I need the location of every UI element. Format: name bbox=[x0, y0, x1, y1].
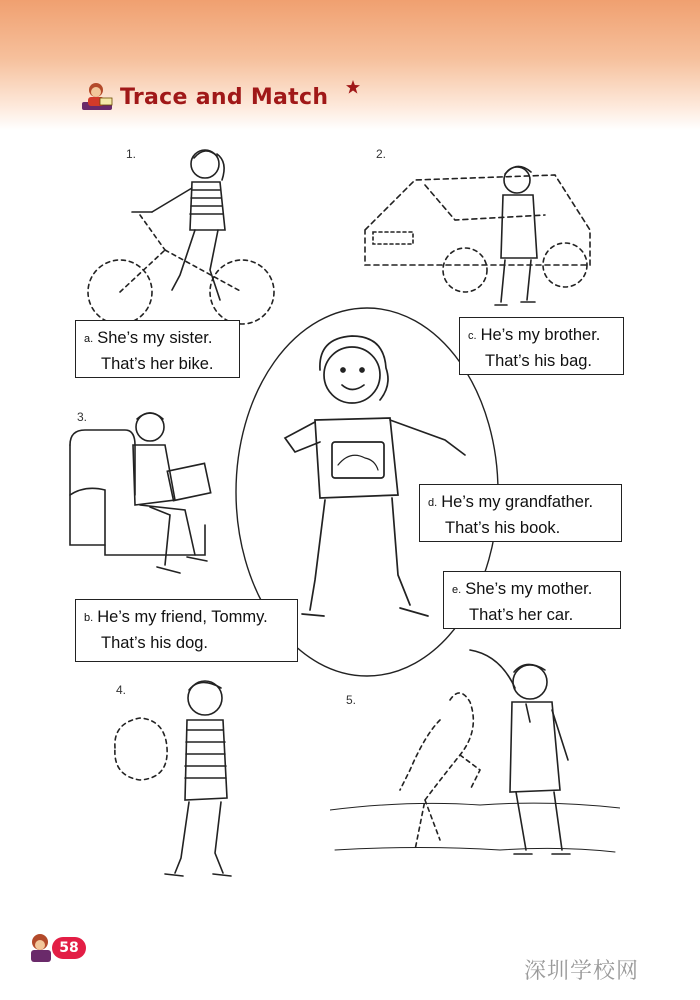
grandfather-in-armchair-icon bbox=[65, 405, 225, 580]
picture-number: 4. bbox=[116, 683, 127, 697]
page-title: Trace and Match bbox=[120, 85, 329, 110]
picture-number: 3. bbox=[77, 410, 88, 424]
watermark: 深圳学校网 bbox=[524, 959, 640, 984]
student-reading-icon bbox=[78, 80, 118, 114]
picture-number: 5. bbox=[346, 693, 357, 707]
sentence-box-c[interactable] bbox=[459, 317, 624, 375]
girl-on-bike-icon bbox=[70, 140, 280, 325]
sentence-line-1: He’s my friend, Tommy. bbox=[97, 608, 268, 626]
sentence-line-1: He’s my grandfather. bbox=[441, 493, 594, 511]
sentence-line-2: That’s his book. bbox=[445, 519, 561, 537]
sentence-box-d[interactable] bbox=[419, 484, 622, 542]
woman-by-car-icon bbox=[355, 150, 605, 315]
option-letter: b. bbox=[84, 612, 94, 624]
page-number: 58 bbox=[52, 937, 86, 959]
sentence-box-e[interactable] bbox=[443, 571, 621, 629]
sentence-line-2: That’s his bag. bbox=[485, 352, 593, 370]
star-icon bbox=[346, 80, 360, 94]
option-letter: a. bbox=[84, 333, 94, 345]
sentence-line-2: That’s her bike. bbox=[101, 355, 214, 373]
boy-with-bag-icon bbox=[105, 668, 250, 888]
picture-number: 2. bbox=[376, 147, 387, 161]
option-letter: c. bbox=[468, 330, 477, 342]
sentence-line-1: She’s my mother. bbox=[465, 580, 593, 598]
option-letter: e. bbox=[452, 584, 462, 596]
sentence-line-1: She’s my sister. bbox=[97, 329, 213, 347]
sentence-box-b[interactable] bbox=[75, 599, 298, 662]
sentence-line-2: That’s her car. bbox=[469, 606, 574, 624]
picture-number: 1. bbox=[126, 147, 137, 161]
option-letter: d. bbox=[428, 497, 438, 509]
sentence-line-2: That’s his dog. bbox=[101, 634, 209, 652]
sentence-box-a[interactable] bbox=[75, 320, 240, 378]
sentence-line-1: He’s my brother. bbox=[480, 326, 601, 344]
